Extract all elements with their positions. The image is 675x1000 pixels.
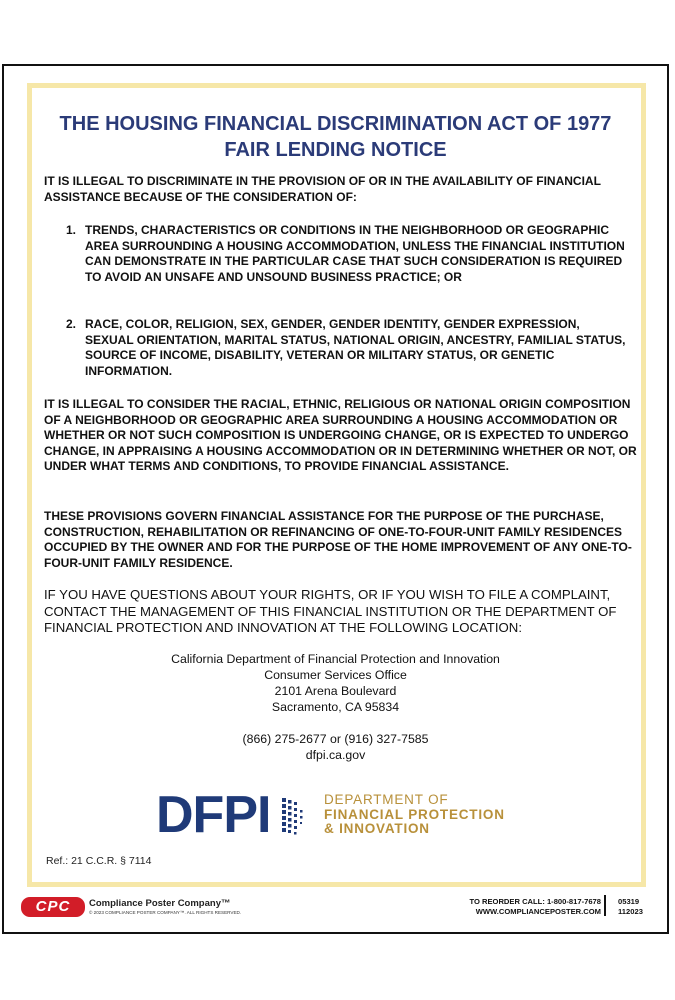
contact-paragraph: IF YOU HAVE QUESTIONS ABOUT YOUR RIGHTS, OR IF YOU WISH TO FILE A COMPLAINT, CONTACT THE MANAGEMENT OF THIS FINANCIAL INSTITUTION OR THE DEPARTMENT OF FINANCIAL PROTECTION AND INNOVATION AT THE FOLLOWING LOCATION:	[44, 587, 617, 635]
dfpi-logo-line-3: & INNOVATION	[324, 821, 430, 836]
poster-title	[4, 111, 667, 163]
reorder-phone: TO REORDER CALL: 1-800-817-7678	[469, 897, 601, 906]
item-1-number: 1.	[66, 223, 77, 237]
dfpi-logo-letters: DFPI	[156, 786, 271, 844]
dfpi-logo-line-2: FINANCIAL PROTECTION	[324, 806, 505, 822]
phone-numbers: (866) 275-2677 or (916) 327-7585	[242, 732, 429, 746]
pixel-dots-icon	[282, 798, 306, 836]
address-city: Sacramento, CA 95834	[271, 700, 400, 714]
provisions-paragraph: THESE PROVISIONS GOVERN FINANCIAL ASSISTANCE FOR THE PURPOSE OF THE PURCHASE, CONSTRUCTION, REHABILITATION OR REFINANCING OF ONE-TO-FOUR-UNIT FAMILY RESIDENCES OCCUPIED BY THE OWNER AND FOR THE PURPOSE OF THE HOME IMPROVEMENT OF ANY ONE-TO-FOUR-UNIT FAMILY RESIDENCE.	[44, 509, 632, 570]
dfpi-logo-line-1: DEPARTMENT OF	[324, 792, 449, 807]
consideration-paragraph: IT IS ILLEGAL TO CONSIDER THE RACIAL, ETHNIC, RELIGIOUS OR NATIONAL ORIGIN COMPOSITION OF A NEIGHBORHOOD OR GEOGRAPHIC AREA SURROUNDING A HOUSING ACCOMMODATION OR WHETHER OR NOT SUCH COMPOSITION IS UNDERGOING CHANGE, OR IS EXPECTED TO UNDERGO CHANGE, IN APPRAISING A HOUSING ACCOMMODATION OR IN DETERMINING WHETHER OR NOT, OR UNDER WHAT TERMS AND CONDITIONS, TO PROVIDE FINANCIAL ASSISTANCE.	[44, 397, 637, 473]
address-block	[4, 651, 667, 715]
poster-codes	[618, 897, 643, 917]
reorder-website[interactable]: WWW.COMPLIANCEPOSTER.COM	[475, 907, 601, 916]
reorder-info	[469, 897, 601, 917]
item-1-text: TRENDS, CHARACTERISTICS OR CONDITIONS IN THE NEIGHBORHOOD OR GEOGRAPHIC AREA SURROUNDING A HOUSING ACCOMMODATION, UNLESS THE FINANCIAL INSTITUTION CAN DEMONSTRATE IN THE PARTICULAR CASE THAT SUCH CONSIDERATION IS REQUIRED TO AVOID AN UNSAFE AND UNSOUND BUSINESS PRACTICE; OR	[85, 223, 625, 284]
poster-code-1: 05319	[618, 897, 640, 906]
footer-divider	[604, 895, 606, 916]
item-2-number: 2.	[66, 317, 77, 331]
cpc-copyright: © 2023 COMPLIANCE POSTER COMPANY™. ALL RIGHTS RESERVED.	[89, 910, 242, 915]
website-link[interactable]: dfpi.ca.gov	[305, 748, 366, 762]
cpc-badge-icon: CPC	[21, 897, 85, 917]
dfpi-logo-text	[324, 793, 505, 837]
dfpi-logo	[156, 786, 536, 844]
item-2-text: RACE, COLOR, RELIGION, SEX, GENDER, GENDER IDENTITY, GENDER EXPRESSION, SEXUAL ORIENTATION, MARITAL STATUS, NATIONAL ORIGIN, ANCESTRY, FAMILIAL STATUS, SOURCE OF INCOME, DISABILITY, VETERAN OR MILITARY STATUS, OR GENETIC INFORMATION.	[85, 317, 626, 378]
address-org: California Department of Financial Protection and Innovation	[171, 652, 500, 666]
title-line-1: THE HOUSING FINANCIAL DISCRIMINATION ACT OF 1977	[59, 113, 612, 135]
intro-paragraph: IT IS ILLEGAL TO DISCRIMINATE IN THE PROVISION OF OR IN THE AVAILABILITY OF FINANCIAL ASSISTANCE BECAUSE OF THE CONSIDERATION OF:	[44, 174, 601, 204]
title-line-2: FAIR LENDING NOTICE	[224, 139, 447, 161]
contact-block	[4, 731, 667, 763]
address-street: 2101 Arena Boulevard	[274, 684, 397, 698]
address-office: Consumer Services Office	[264, 668, 407, 682]
poster-frame	[2, 64, 669, 934]
cpc-company-name: Compliance Poster Company™	[89, 898, 231, 909]
poster-code-2: 112023	[618, 907, 643, 916]
reference-citation: Ref.: 21 C.C.R. § 7114	[46, 855, 152, 867]
